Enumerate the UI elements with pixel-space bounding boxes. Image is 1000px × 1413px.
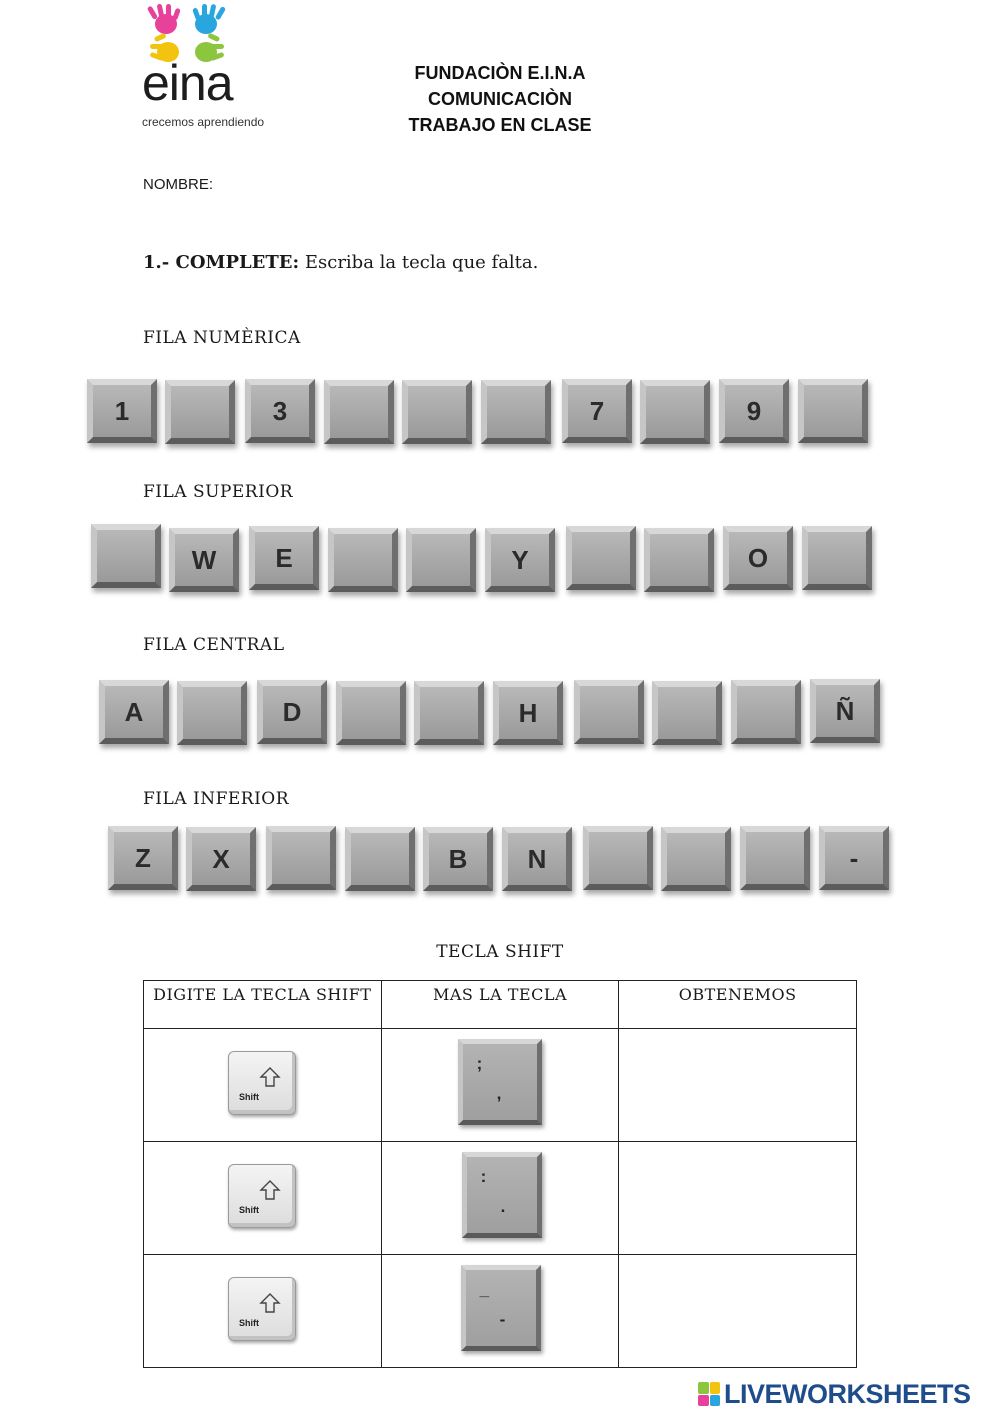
key[interactable]: A bbox=[99, 680, 169, 744]
key[interactable]: Ñ bbox=[810, 679, 880, 743]
section-label-superior: FILA SUPERIOR bbox=[143, 482, 294, 502]
key[interactable] bbox=[336, 681, 406, 745]
column-header: OBTENEMOS bbox=[619, 981, 857, 1029]
section-label-central: FILA CENTRAL bbox=[143, 635, 285, 655]
key[interactable]: H bbox=[493, 681, 563, 745]
key-row-inferior bbox=[0, 824, 1000, 894]
shift-table bbox=[143, 980, 857, 1368]
table-title: TECLA SHIFT bbox=[436, 942, 564, 962]
logo-wordmark: eina bbox=[142, 55, 233, 111]
arrow-up-icon bbox=[259, 1066, 281, 1088]
logo-tagline: crecemos aprendiendo bbox=[142, 115, 265, 129]
key[interactable] bbox=[574, 680, 644, 744]
key-top-char: ; bbox=[476, 1054, 483, 1073]
badge-tile bbox=[710, 1395, 721, 1407]
brand-name: LIVEWORKSHEETS bbox=[724, 1378, 971, 1409]
badge-tile bbox=[698, 1382, 709, 1394]
instruction bbox=[143, 252, 538, 273]
key[interactable] bbox=[740, 826, 810, 890]
badge-tile bbox=[710, 1382, 721, 1394]
key[interactable]: E bbox=[249, 526, 319, 590]
instruction-number: 1.- COMPLETE: bbox=[143, 252, 300, 273]
header-line-subject: COMUNICACIÒN bbox=[428, 89, 572, 109]
eina-logo bbox=[138, 2, 278, 134]
header-line-activity: TRABAJO EN CLASE bbox=[408, 115, 592, 135]
punctuation-key bbox=[462, 1152, 542, 1238]
table-row bbox=[144, 1029, 857, 1142]
column-header: DIGITE LA TECLA SHIFT bbox=[144, 981, 382, 1029]
shift-key-label: Shift bbox=[239, 1318, 259, 1328]
punctuation-key bbox=[458, 1039, 542, 1125]
key[interactable] bbox=[652, 681, 722, 745]
key[interactable] bbox=[345, 827, 415, 891]
key[interactable]: B bbox=[423, 827, 493, 891]
key[interactable] bbox=[566, 526, 636, 590]
shift-cell bbox=[144, 1029, 382, 1142]
key[interactable] bbox=[324, 380, 394, 444]
punctuation-cell bbox=[381, 1255, 619, 1368]
key[interactable] bbox=[640, 380, 710, 444]
column-header: MAS LA TECLA bbox=[381, 981, 619, 1029]
key[interactable] bbox=[583, 826, 653, 890]
shift-cell bbox=[144, 1255, 382, 1368]
key[interactable]: - bbox=[819, 826, 889, 890]
instruction-text: Escriba la tecla que falta. bbox=[299, 252, 539, 273]
key[interactable]: 9 bbox=[719, 379, 789, 443]
punctuation-cell bbox=[381, 1142, 619, 1255]
punctuation-key bbox=[461, 1265, 541, 1351]
key[interactable]: O bbox=[723, 526, 793, 590]
key[interactable] bbox=[481, 380, 551, 444]
shift-key bbox=[228, 1051, 296, 1115]
key[interactable] bbox=[266, 826, 336, 890]
table-row bbox=[144, 1142, 857, 1255]
key[interactable] bbox=[328, 528, 398, 592]
key[interactable] bbox=[731, 680, 801, 744]
key[interactable] bbox=[165, 380, 235, 444]
liveworksheets-logo-icon bbox=[698, 1382, 720, 1406]
key-bottom-char: , bbox=[496, 1084, 502, 1103]
key-row-numerica bbox=[0, 379, 1000, 449]
key-top-char: _ bbox=[479, 1280, 490, 1299]
key[interactable]: X bbox=[186, 827, 256, 891]
key-top-char: : bbox=[480, 1167, 487, 1186]
key-bottom-char: - bbox=[499, 1310, 506, 1329]
punctuation-cell bbox=[381, 1029, 619, 1142]
shift-cell bbox=[144, 1142, 382, 1255]
key[interactable] bbox=[414, 681, 484, 745]
shift-key-label: Shift bbox=[239, 1205, 259, 1215]
liveworksheets-brand bbox=[698, 1378, 971, 1410]
key[interactable]: 3 bbox=[245, 379, 315, 443]
key[interactable]: 1 bbox=[87, 379, 157, 443]
badge-tile bbox=[698, 1395, 709, 1407]
answer-cell[interactable] bbox=[619, 1255, 857, 1368]
shift-key bbox=[228, 1164, 296, 1228]
answer-cell[interactable] bbox=[619, 1029, 857, 1142]
key[interactable] bbox=[798, 379, 868, 443]
key[interactable] bbox=[91, 524, 161, 588]
key[interactable] bbox=[661, 827, 731, 891]
key[interactable]: D bbox=[257, 680, 327, 744]
section-label-inferior: FILA INFERIOR bbox=[143, 789, 290, 809]
key-row-central bbox=[0, 678, 1000, 748]
arrow-up-icon bbox=[259, 1292, 281, 1314]
key[interactable] bbox=[402, 380, 472, 444]
key[interactable]: W bbox=[169, 528, 239, 592]
key-row-superior bbox=[0, 524, 1000, 594]
shift-key bbox=[228, 1277, 296, 1341]
key[interactable] bbox=[406, 528, 476, 592]
arrow-up-icon bbox=[259, 1179, 281, 1201]
answer-cell[interactable] bbox=[619, 1142, 857, 1255]
key[interactable] bbox=[802, 526, 872, 590]
key[interactable] bbox=[177, 681, 247, 745]
key-bottom-char: . bbox=[500, 1197, 506, 1216]
key[interactable]: 7 bbox=[562, 379, 632, 443]
name-field-label: NOMBRE: bbox=[143, 176, 214, 193]
section-label-numerica: FILA NUMÈRICA bbox=[143, 328, 301, 348]
shift-key-label: Shift bbox=[239, 1092, 259, 1102]
key[interactable] bbox=[644, 528, 714, 592]
document-header bbox=[330, 60, 670, 138]
table-row bbox=[144, 1255, 857, 1368]
key[interactable]: N bbox=[502, 827, 572, 891]
key[interactable]: Z bbox=[108, 826, 178, 890]
header-line-institution: FUNDACIÒN E.I.N.A bbox=[414, 63, 586, 83]
key[interactable]: Y bbox=[485, 528, 555, 592]
